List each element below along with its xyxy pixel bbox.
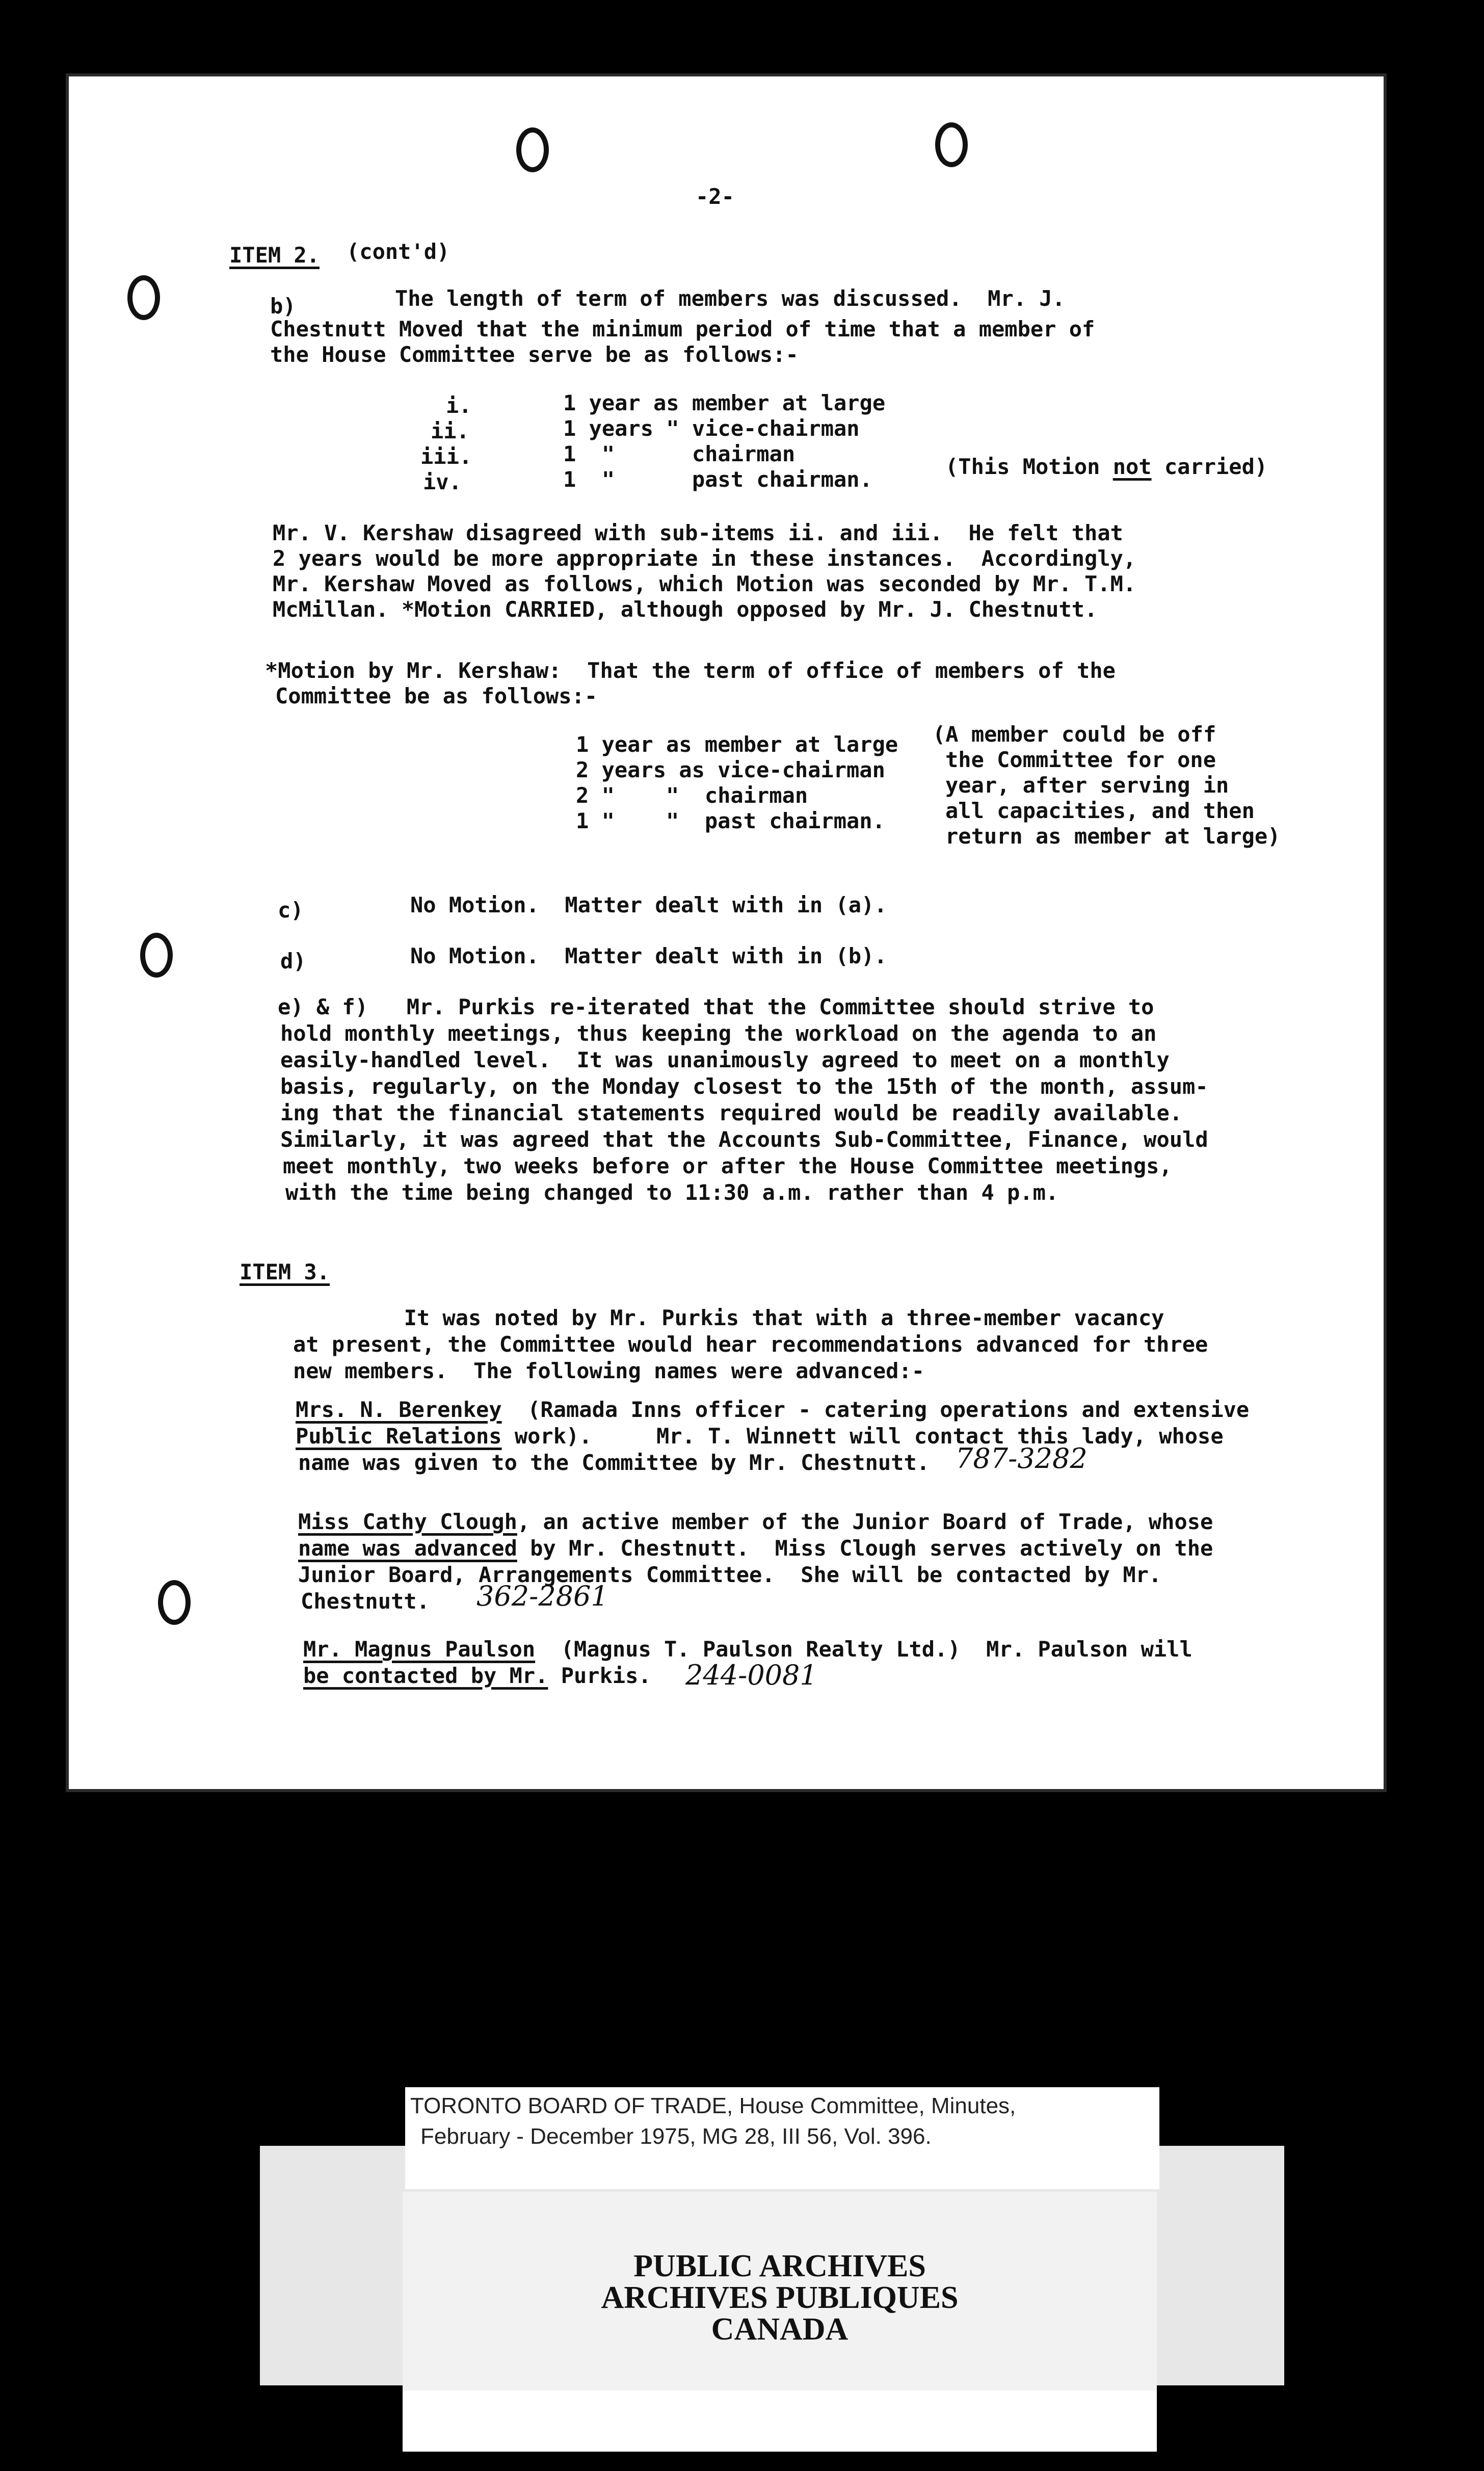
heading-item-2: ITEM 2. [229, 243, 320, 268]
archive-reference-line: February - December 1975, MG 28, III 56, Vol. 396. [420, 2124, 932, 2149]
list-number: iv. [423, 469, 462, 494]
section-d-label: d) [280, 949, 306, 974]
list-term: 1 " chairman [563, 441, 796, 466]
archive-reference-line: TORONTO BOARD OF TRADE, House Committee, Minutes, [410, 2093, 1016, 2118]
section-d-text: No Motion. Matter dealt with in (b). [410, 943, 887, 968]
side-note-line: the Committee for one [945, 747, 1216, 772]
stamp-line: CANADA [711, 2312, 849, 2347]
text-line: Chestnutt. [301, 1589, 430, 1614]
text-line: Committee be as follows:- [275, 684, 598, 708]
list-term: 1 " past chairman. [563, 467, 872, 492]
text-line: *Motion by Mr. Kershaw: That the term of office of members of the [265, 658, 1116, 683]
margin-motion-label: MOTION [76, 658, 154, 683]
text-line: It was noted by Mr. Purkis that with a three-member vacancy [288, 1305, 1164, 1330]
archive-stamp-footer [403, 2390, 1157, 2452]
list-number: i. [446, 393, 472, 418]
term-line: 1 " " past chairman. [576, 808, 885, 833]
text-line: easily-handled level. It was unanimously agreed to meet on a monthly [280, 1047, 1170, 1072]
list-term: 1 year as member at large [563, 390, 886, 415]
nominee-paulson: Mr. Magnus Paulson (Magnus T. Paulson Realty Ltd.) Mr. Paulson will [303, 1637, 1192, 1662]
list-number: iii. [420, 444, 472, 469]
text-line: Similarly, it was agreed that the Accounts Sub-Committee, Finance, would [280, 1127, 1208, 1152]
text-line: be contacted by Mr. Purkis. [303, 1663, 651, 1688]
list-term: 1 years " vice-chairman [563, 416, 860, 441]
punch-hole [127, 275, 160, 320]
side-note-line: return as member at large) [945, 824, 1281, 849]
text-line: McMillan. *Motion CARRIED, although opposed by Mr. J. Chestnutt. [273, 597, 1098, 622]
term-line: 2 years as vice-chairman [576, 757, 885, 782]
punch-hole [935, 122, 968, 167]
text-line: e) & f) Mr. Purkis re-iterated that the Committee should strive to [278, 994, 1154, 1019]
text-line: new members. The following names were advanced:- [293, 1358, 925, 1383]
page-number: -2- [696, 184, 734, 209]
text-line: Mr. V. Kershaw disagreed with sub-items ii. and iii. He felt that [273, 520, 1123, 545]
list-number: ii. [431, 418, 469, 443]
text-line: Junior Board, Arrangements Committee. She will be contacted by Mr. [298, 1562, 1162, 1587]
text-line: Public Relations work). Mr. T. Winnett will contact this lady, whose [296, 1424, 1224, 1449]
punch-hole [140, 933, 173, 978]
text-line: meet monthly, two weeks before or after the House Committee meetings, [283, 1153, 1172, 1178]
section-b-label: b) [270, 294, 296, 319]
archive-stamp [403, 2192, 1157, 2390]
text-line: Mr. Kershaw Moved as follows, which Motion was seconded by Mr. T.M. [273, 571, 1136, 596]
text-line: name was advanced by Mr. Chestnutt. Miss Clough serves actively on the [298, 1536, 1213, 1561]
punch-hole [158, 1580, 191, 1625]
text-line: hold monthly meetings, thus keeping the workload on the agenda to an [280, 1021, 1157, 1046]
document-page [69, 76, 1384, 1789]
side-note-line: (A member could be off [933, 722, 1216, 747]
term-line: 2 " " chairman [576, 783, 808, 808]
stamp-line: ARCHIVES PUBLIQUES [601, 2280, 959, 2315]
motion-not-carried-note: (This Motion not carried) [945, 454, 1268, 479]
handwritten-phone: 362-2861 [476, 1580, 608, 1612]
punch-hole [516, 127, 549, 172]
text-line: 2 years would be more appropriate in these instances. Accordingly, [273, 546, 1136, 571]
text-line: the House Committee serve be as follows:- [270, 342, 799, 367]
archive-reference-label [405, 2087, 1159, 2189]
text-line: Chestnutt Moved that the minimum period of time that a member of [270, 317, 1095, 341]
heading-item-3: ITEM 3. [240, 1259, 330, 1284]
text-line: basis, regularly, on the Monday closest to the 15th of the month, assum- [280, 1074, 1208, 1099]
nominee-clough: Miss Cathy Clough, an active member of the Junior Board of Trade, whose [298, 1509, 1213, 1534]
nominee-berenkey: Mrs. N. Berenkey (Ramada Inns officer - catering operations and extensive [296, 1397, 1250, 1422]
text-line: at present, the Committee would hear recommendations advanced for three [293, 1332, 1208, 1357]
handwritten-phone: 244-0081 [685, 1659, 817, 1691]
text-line: ing that the financial statements required would be readily available. [280, 1100, 1183, 1125]
side-note-line: year, after serving in [945, 773, 1229, 798]
text-line: name was given to the Committee by Mr. Chestnutt. [298, 1450, 930, 1475]
text-line: The length of term of members was discussed. Mr. J. [395, 286, 1065, 311]
side-note-line: all capacities, and then [945, 798, 1255, 823]
heading-item-2-cont: (cont'd) [347, 239, 450, 264]
section-c-text: No Motion. Matter dealt with in (a). [410, 892, 887, 917]
term-line: 1 year as member at large [576, 732, 898, 757]
handwritten-phone: 787-3282 [956, 1442, 1088, 1475]
stamp-line: PUBLIC ARCHIVES [633, 2249, 926, 2283]
section-c-label: c) [278, 898, 304, 923]
text-line: with the time being changed to 11:30 a.m. rather than 4 p.m. [285, 1180, 1059, 1205]
